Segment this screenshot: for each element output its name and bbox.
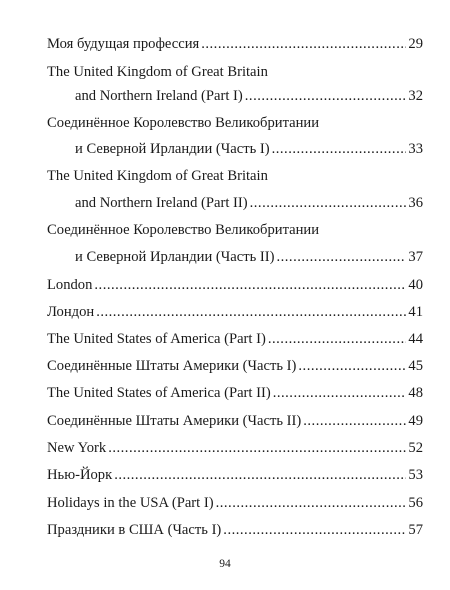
dot-leader: [250, 194, 407, 212]
toc-entry: [47, 412, 423, 430]
toc-entry: [47, 439, 423, 457]
dot-leader: [96, 303, 406, 321]
toc-entry-title: Holidays in the USA (Part I): [47, 495, 214, 511]
toc-entry-title: The United States of America (Part I): [47, 331, 266, 347]
toc-entry-page: 36: [408, 195, 423, 211]
toc-entry-title-line1: The United Kingdom of Great Britain: [47, 64, 268, 80]
dot-leader: [94, 276, 406, 294]
toc-entry-title: Лондон: [47, 304, 95, 320]
toc-entry-page: 29: [408, 36, 423, 52]
toc-entry: [47, 35, 423, 53]
toc-entry-page: 53: [408, 467, 423, 483]
dot-leader: [268, 330, 407, 348]
dot-leader: [273, 384, 407, 402]
dot-leader: [298, 357, 406, 375]
toc-entry: [47, 276, 423, 294]
dot-leader: [303, 412, 406, 430]
dot-leader: [201, 35, 406, 53]
toc-entry-page: 41: [408, 304, 423, 320]
toc-entry: [47, 330, 423, 348]
toc-entry-title-line1: Соединённое Королевство Великобритании: [47, 115, 320, 131]
toc-entry-title-line1: Соединённое Королевство Великобритании: [47, 222, 320, 238]
dot-leader: [223, 521, 406, 539]
toc-entry: [47, 466, 423, 484]
toc-entry: [75, 248, 423, 266]
toc-entry-title: Соединённые Штаты Америки (Часть I): [47, 358, 297, 374]
toc-entry: [75, 194, 423, 212]
dot-leader: [114, 466, 406, 484]
dot-leader: [276, 248, 406, 266]
toc-entry-title: Праздники в США (Часть I): [47, 522, 222, 538]
toc-entry-title: Моя будущая профессия: [47, 36, 200, 52]
toc-entry-title-line1: The United Kingdom of Great Britain: [47, 168, 268, 184]
toc-entry-title: New York: [47, 440, 107, 456]
toc-entry-page: 45: [408, 358, 423, 374]
dot-leader: [108, 439, 406, 457]
toc-entry: [47, 357, 423, 375]
toc-entry-title-line2: и Северной Ирландии (Часть II): [75, 249, 275, 265]
dot-leader: [216, 494, 407, 512]
toc-entry-title: London: [47, 277, 93, 293]
toc-entry-title: The United States of America (Part II): [47, 385, 271, 401]
toc-entry: [47, 521, 423, 539]
toc-entry-page: 49: [408, 413, 423, 429]
toc-entry-page: 48: [408, 385, 423, 401]
toc-entry-page: 32: [408, 88, 423, 104]
toc-entry-page: 40: [408, 277, 423, 293]
toc-entry: [47, 303, 423, 321]
toc-entry-page: 33: [408, 141, 423, 157]
toc-entry: [75, 87, 423, 105]
toc-entry-page: 57: [408, 522, 423, 538]
toc-entry: [75, 140, 423, 158]
toc-entry-title: Нью-Йорк: [47, 467, 113, 483]
toc-entry: [47, 384, 423, 402]
toc-entry-title-line2: and Northern Ireland (Part II): [75, 195, 248, 211]
toc-entry-page: 56: [408, 495, 423, 511]
toc-entry-page: 37: [408, 249, 423, 265]
toc-entry-title-line2: и Северной Ирландии (Часть I): [75, 141, 270, 157]
toc-entry-title: Соединённые Штаты Америки (Часть II): [47, 413, 302, 429]
toc-entry-page: 44: [408, 331, 423, 347]
toc-entry: [47, 494, 423, 512]
toc-entry-title-line2: and Northern Ireland (Part I): [75, 88, 243, 104]
toc-entry-page: 52: [408, 440, 423, 456]
dot-leader: [245, 87, 407, 105]
page-number: 94: [219, 558, 231, 570]
dot-leader: [272, 140, 407, 158]
